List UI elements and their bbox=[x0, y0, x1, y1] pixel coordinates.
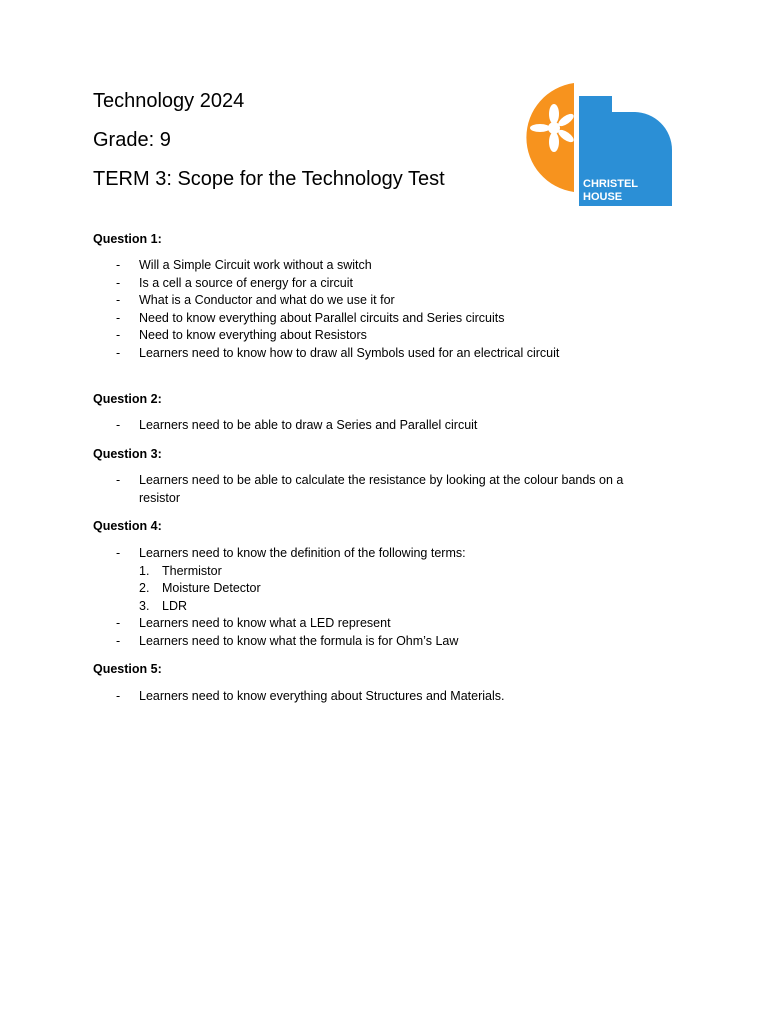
term-text: Moisture Detector bbox=[162, 581, 261, 595]
term-heading: TERM 3: Scope for the Technology Test bbox=[93, 168, 445, 190]
term-item bbox=[139, 580, 653, 598]
bullet-dash: - bbox=[116, 633, 121, 648]
question-4-label: Question 4: bbox=[93, 519, 162, 533]
bullet-dash: - bbox=[116, 293, 121, 307]
question-3-label: Question 3: bbox=[93, 447, 162, 461]
grade-heading: Grade: 9 bbox=[93, 129, 171, 151]
question-5-list bbox=[93, 688, 653, 706]
list-item-text: Learners need to know how to draw all Symbols used for an electrical circuit bbox=[139, 345, 560, 360]
list-item-text: Learners need to know the definition of the following terms: bbox=[139, 546, 466, 560]
list-item bbox=[93, 472, 653, 507]
list-item-text: Learners need to know everything about Structures and Materials. bbox=[139, 689, 505, 703]
list-item-text: What is a Conductor and what do we use it for bbox=[139, 293, 395, 307]
term-number: 3. bbox=[139, 598, 150, 613]
list-item bbox=[93, 545, 653, 615]
list-item bbox=[93, 633, 653, 651]
list-item bbox=[93, 310, 653, 328]
question-3-list bbox=[93, 472, 653, 507]
list-item bbox=[93, 417, 653, 435]
list-item-text: Is a cell a source of energy for a circuit bbox=[139, 275, 353, 290]
list-item-text: Learners need to know what the formula is for Ohm’s Law bbox=[139, 633, 459, 648]
terms-list bbox=[139, 563, 653, 616]
list-item bbox=[93, 327, 653, 345]
list-item bbox=[93, 257, 653, 275]
term-text: LDR bbox=[162, 598, 188, 613]
list-item bbox=[93, 275, 653, 293]
question-2-list bbox=[93, 417, 653, 435]
bullet-dash: - bbox=[116, 546, 121, 560]
term-item bbox=[139, 563, 653, 581]
bullet-dash: - bbox=[116, 258, 121, 272]
list-item bbox=[93, 292, 653, 310]
term-text: Thermistor bbox=[162, 563, 222, 578]
bullet-dash: - bbox=[116, 328, 121, 342]
question-1-list bbox=[93, 257, 653, 362]
logo-text-line2: HOUSE bbox=[583, 191, 623, 203]
list-item-text: Learners need to be able to calculate the resistance by looking at the colour bands on a resistor bbox=[139, 473, 624, 505]
list-item bbox=[93, 615, 653, 633]
bullet-dash: - bbox=[116, 616, 121, 630]
list-item-text: Need to know everything about Parallel circuits and Series circuits bbox=[139, 310, 505, 325]
list-item bbox=[93, 688, 653, 706]
bullet-dash: - bbox=[116, 345, 121, 360]
list-item-text: Need to know everything about Resistors bbox=[139, 328, 367, 342]
list-item bbox=[93, 345, 653, 363]
logo-text-line1: CHRISTEL bbox=[583, 178, 638, 190]
bullet-dash: - bbox=[116, 275, 121, 290]
question-4-list bbox=[93, 545, 653, 650]
term-item bbox=[139, 598, 653, 616]
document-title: Technology 2024 bbox=[93, 90, 245, 112]
term-number: 2. bbox=[139, 581, 150, 595]
bullet-dash: - bbox=[116, 689, 121, 703]
bullet-dash: - bbox=[116, 310, 121, 325]
term-number: 1. bbox=[139, 563, 150, 578]
question-5-label: Question 5: bbox=[93, 662, 162, 676]
list-item-text: Learners need to know what a LED represent bbox=[139, 616, 391, 630]
bullet-dash: - bbox=[116, 473, 121, 487]
christel-house-logo bbox=[494, 82, 674, 208]
question-1-label: Question 1: bbox=[93, 232, 162, 246]
question-2-label: Question 2: bbox=[93, 392, 162, 406]
bullet-dash: - bbox=[116, 418, 121, 432]
list-item-text: Will a Simple Circuit work without a switch bbox=[139, 258, 372, 272]
list-item-text: Learners need to be able to draw a Series and Parallel circuit bbox=[139, 418, 478, 432]
